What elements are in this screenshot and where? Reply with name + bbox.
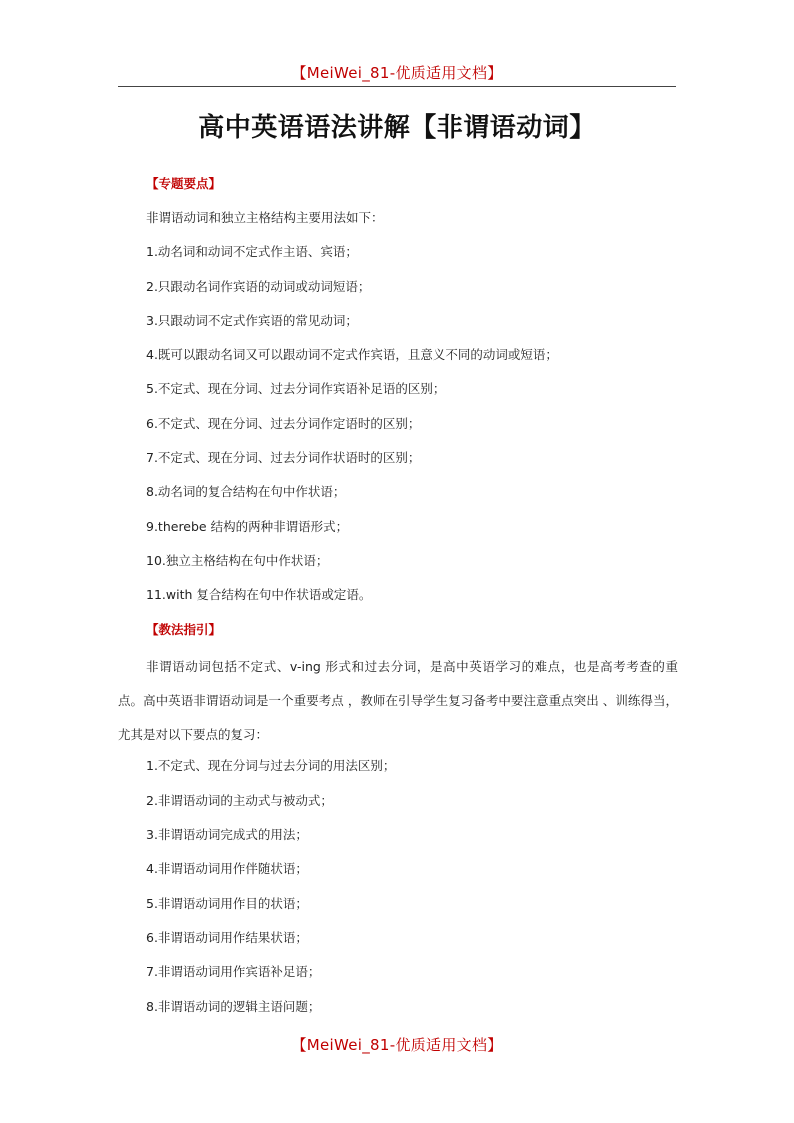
list-item: 2.只跟动名词作宾语的动词或动词短语； [146,278,371,294]
list-item: 7.非谓语动词用作宾语补足语； [146,964,321,980]
teaching-guide-paragraph: 非谓语动词包括不定式、v-ing 形式和过去分词，是高中英语学习的难点，也是高考考查的重点。高中英语非谓语动词是一个重要考点 ，教师在引导学生复习备考中要注意重点突出 、训练得当，尤其是对以下要点的复习： [118,658,678,743]
list-item: 3.只跟动词不定式作宾语的常见动词； [146,312,358,328]
section-intro: 非谓语动词和独立主格结构主要用法如下： [146,210,384,225]
list-item: 8.动名词的复合结构在句中作状语； [146,484,346,500]
list-item: 8.非谓语动词的逻辑主语问题； [146,998,321,1014]
list-item: 5.不定式、现在分词、过去分词作宾语补足语的区别； [146,381,446,397]
page-footer: 【MeiWei_81-优质适用文档】 [291,1036,503,1054]
list-item: 1.动名词和动词不定式作主语、宾语； [146,244,358,260]
section-heading-teaching-guide: 【教法指引】 [146,621,222,637]
document-body [118,170,678,1027]
review-points-list [118,752,678,1026]
key-points-list [118,238,678,615]
document-title: 高中英语语法讲解【非谓语动词】 [198,113,596,143]
list-item: 6.非谓语动词用作结果状语； [146,929,308,945]
list-item: 4.非谓语动词用作伴随状语； [146,861,308,877]
page-header: 【MeiWei_81-优质适用文档】 [291,64,503,82]
list-item: 1.不定式、现在分词与过去分词的用法区别； [146,758,396,774]
list-item: 3.非谓语动词完成式的用法； [146,827,308,843]
list-item: 6.不定式、现在分词、过去分词作定语时的区别； [146,415,421,431]
list-item: 11.with 复合结构在句中作状语或定语。 [146,587,372,603]
list-item: 5.非谓语动词用作目的状语； [146,895,308,911]
header-divider [118,86,676,87]
list-item: 7.不定式、现在分词、过去分词作状语时的区别； [146,450,421,466]
list-item: 9.therebe 结构的两种非谓语形式； [146,518,349,534]
section-heading-key-points: 【专题要点】 [146,176,222,191]
list-item: 10.独立主格结构在句中作状语； [146,552,329,568]
list-item: 2.非谓语动词的主动式与被动式； [146,792,333,808]
list-item: 4.既可以跟动名词又可以跟动词不定式作宾语，且意义不同的动词或短语； [146,347,558,363]
